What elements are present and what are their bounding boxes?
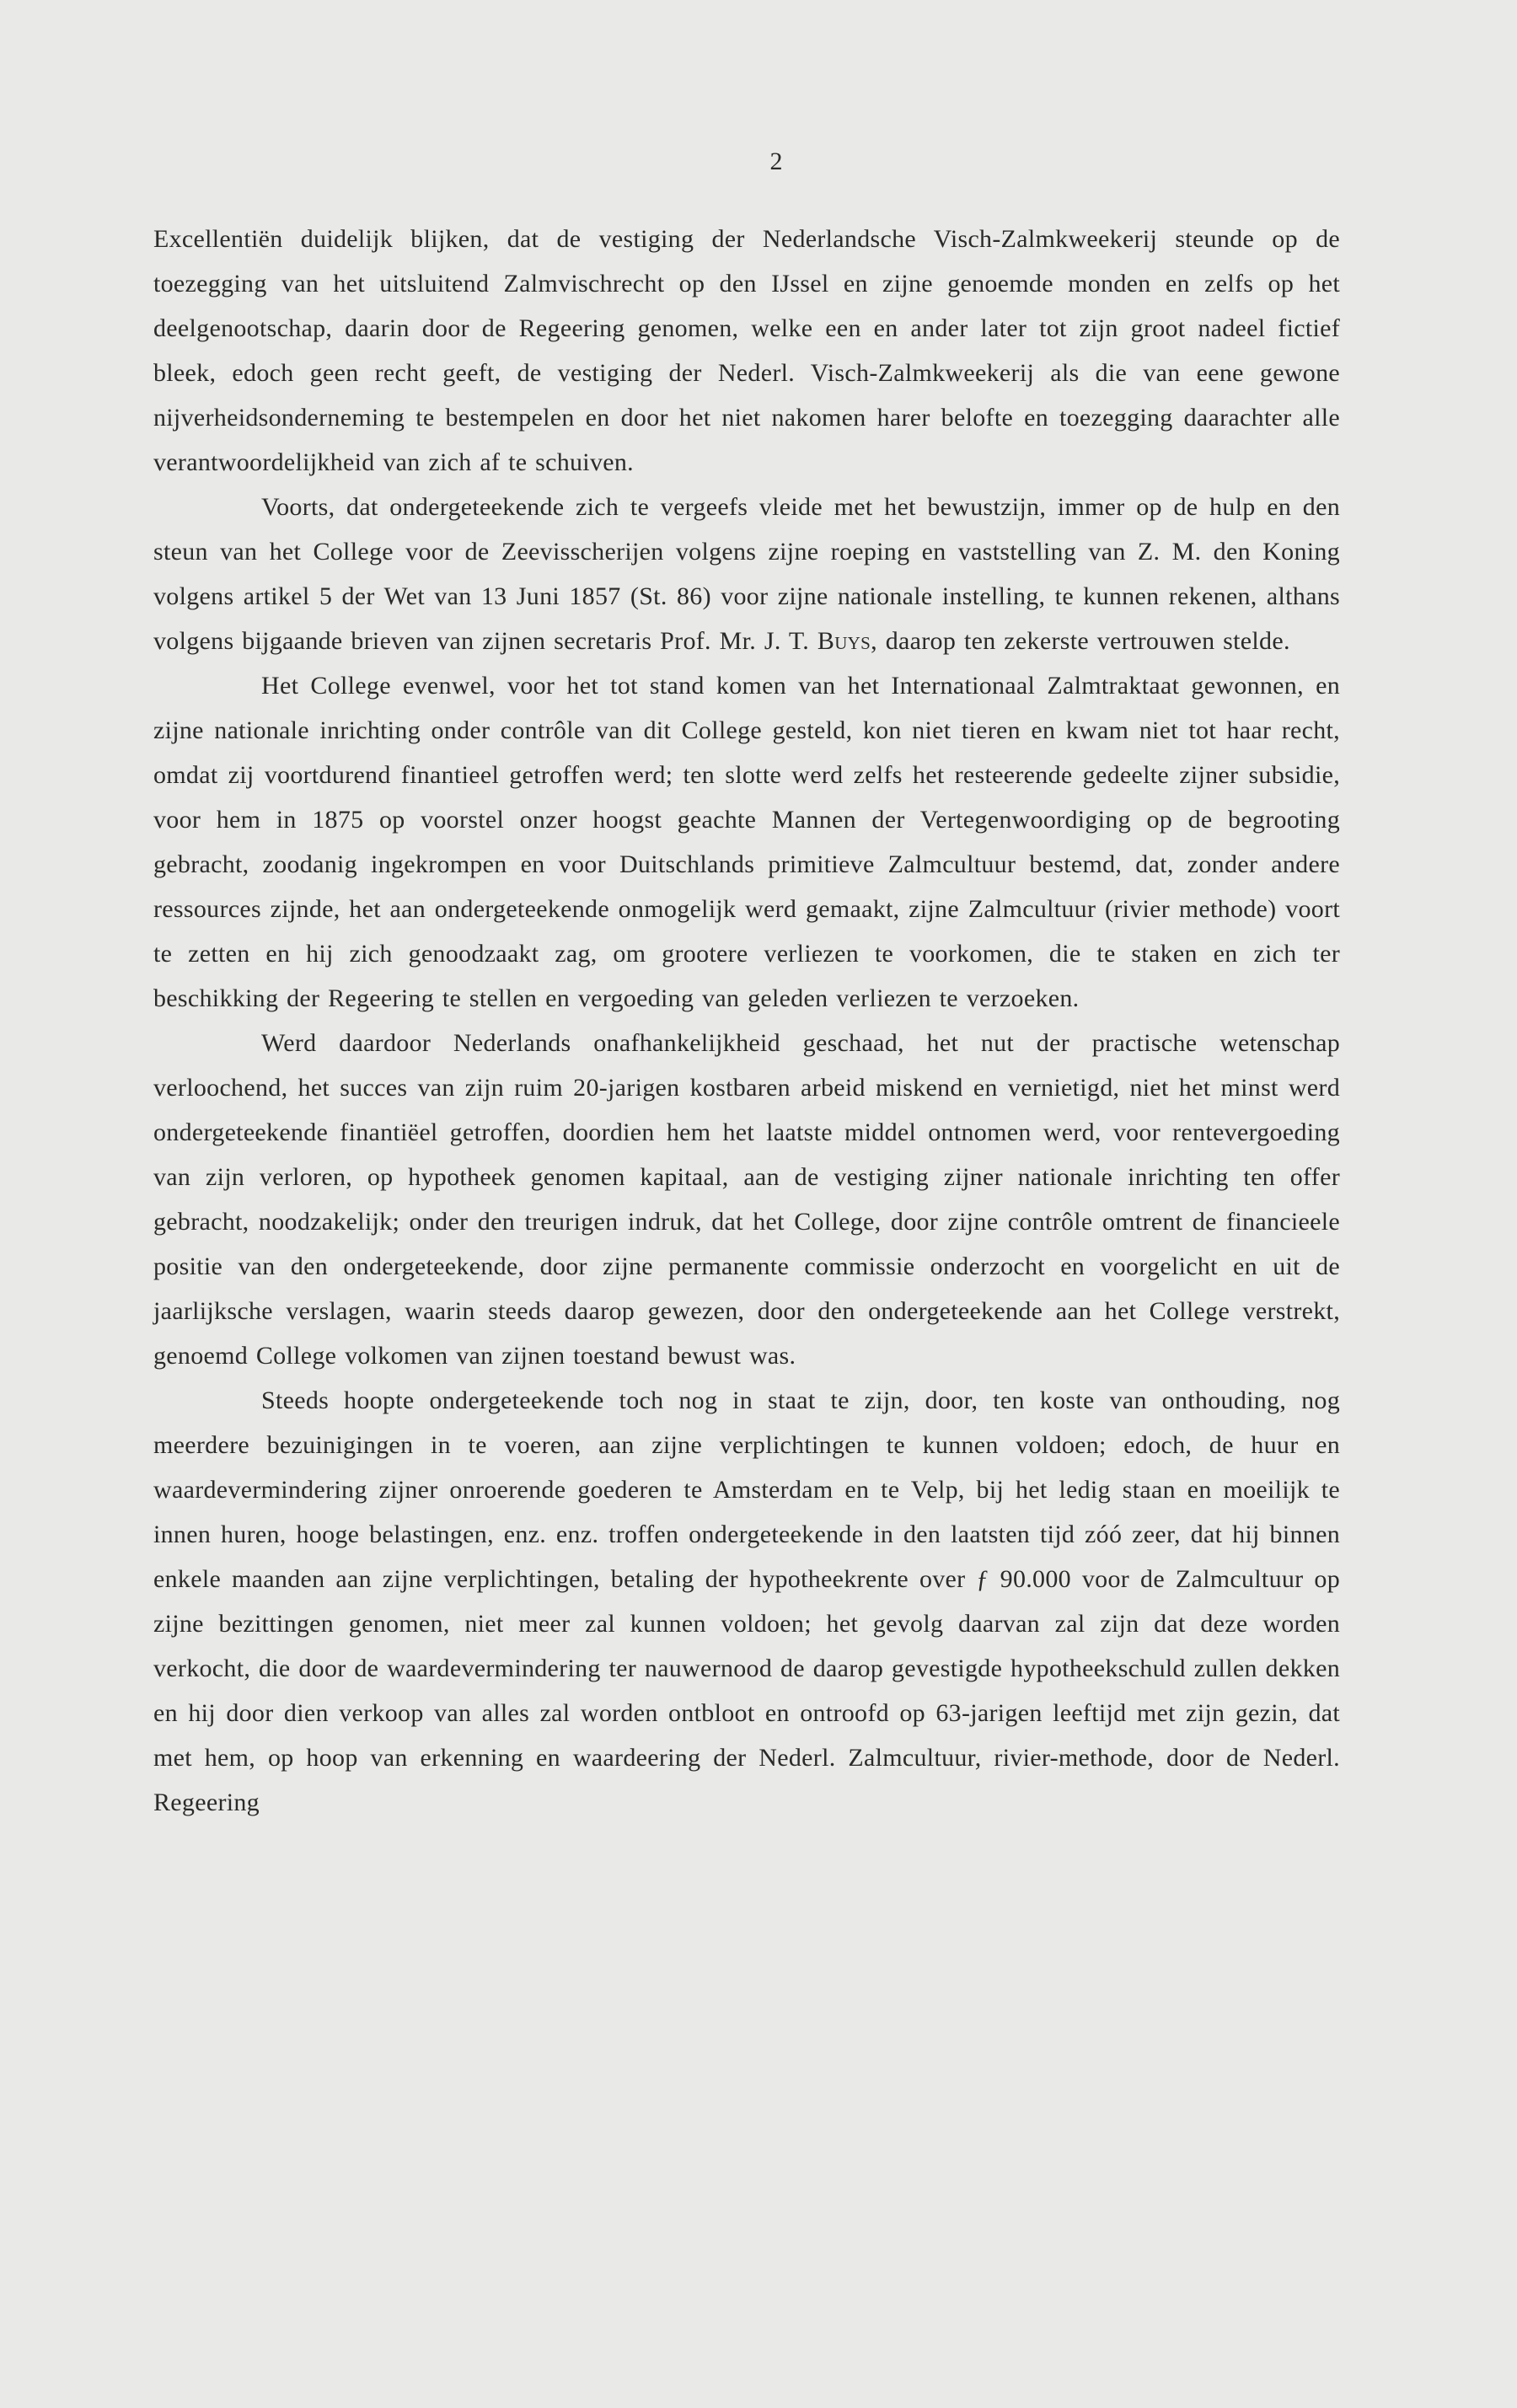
paragraph-4: Werd daardoor Nederlands onafhankelijkheid geschaad, het nut der practische wetenschap verloochend, het succes van zijn ruim 20-jarigen kostbaren arbeid miskend en vernietigd, niet het minst werd ondergeteekende finantiëel getroffen, doordien hem het laatste middel ontnomen werd, voor rentevergoeding van zijn verloren, op hypotheek genomen kapitaal, aan de vestiging zijner nationale inrichting ten offer gebracht, noodzakelijk; onder den treurigen indruk, dat het College, door zijne contrôle omtrent de financieele positie van den ondergeteekende, door zijne permanente commissie onderzocht en voorgelicht en uit de jaarlijksche verslagen, waarin steeds daarop gewezen, door den ondergeteekende aan het College verstrekt, genoemd College volkomen van zijnen toestand bewust was. xyxy=(153,1029,1340,1370)
paragraph-2-text: Voorts, dat ondergeteekende zich te vergeefs vleide met het bewustzijn, immer op de hulp en den steun van het College voor de Zeevisscherijen volgens zijne roeping en vaststelling van Z. M. den Koning volgens artikel 5 der Wet van 13 Juni 1857 (St. 86) voor zijne nationale instelling, te kunnen rekenen, althans volgens bijgaande brieven van zijnen secretaris Prof. Mr. J. T. xyxy=(153,493,1340,655)
paragraph-2 xyxy=(153,485,1340,663)
body-text xyxy=(153,217,1340,1825)
paragraph-2-text-end: , daarop ten zekerste vertrouwen stelde. xyxy=(871,627,1290,655)
author-name-smallcaps: Buys xyxy=(817,627,871,655)
page-number: 2 xyxy=(769,147,783,175)
paragraph-1: Excellentiën duidelijk blijken, dat de vestiging der Nederlandsche Visch-Zalmkweekerij steunde op de toezegging van het uitsluitend Zalmvischrecht op den IJssel en zijne genoemde monden en zelfs op het deelgenootschap, daarin door de Regeering genomen, welke een en ander later tot zijn groot nadeel fictief bleek, edoch geen recht geeft, de vestiging der Nederl. Visch-Zalmkweekerij als die van eene gewone nijverheidsonderneming te bestempelen en door het niet nakomen harer belofte en toezegging daarachter alle verantwoordelijkheid van zich af te schuiven. xyxy=(153,225,1340,476)
paragraph-5: Steeds hoopte ondergeteekende toch nog in staat te zijn, door, ten koste van onthouding, nog meerdere bezuinigingen in te voeren, aan zijne verplichtingen te kunnen voldoen; edoch, de huur en waardevermindering zijner onroerende goederen te Amsterdam en te Velp, bij het ledig staan en moeilijk te innen huren, hooge belastingen, enz. enz. troffen ondergeteekende in den laatsten tijd zóó zeer, dat hij binnen enkele maanden aan zijne verplichtingen, betaling der hypotheekrente over ƒ 90.000 voor de Zalmcultuur op zijne bezittingen genomen, niet meer zal kunnen voldoen; het gevolg daarvan zal zijn dat deze worden verkocht, die door de waardevermindering ter nauwernood de daarop gevestigde hypotheekschuld zullen dekken en hij door dien verkoop van alles zal worden ontbloot en ontroofd op 63-jarigen leeftijd met zijn gezin, dat met hem, op hoop van erkenning en waardeering der Nederl. Zalmcultuur, rivier-methode, door de Nederl. Regeering xyxy=(153,1386,1340,1816)
paragraph-3: Het College evenwel, voor het tot stand komen van het Internationaal Zalmtraktaat gewonnen, en zijne nationale inrichting onder contrôle van dit College gesteld, kon niet tieren en kwam niet tot haar recht, omdat zij voortdurend finantieel getroffen werd; ten slotte werd zelfs het resteerende gedeelte zijner subsidie, voor hem in 1875 op voorstel onzer hoogst geachte Mannen der Vertegenwoordiging op de begrooting gebracht, zoodanig ingekrompen en voor Duitschlands primitieve Zalmcultuur bestemd, dat, zonder andere ressources zijnde, het aan ondergeteekende onmogelijk werd gemaakt, zijne Zalmcultuur (rivier methode) voort te zetten en hij zich genoodzaakt zag, om grootere verliezen te voorkomen, die te staken en zich ter beschikking der Regeering te stellen en vergoeding van geleden verliezen te verzoeken. xyxy=(153,672,1340,1012)
